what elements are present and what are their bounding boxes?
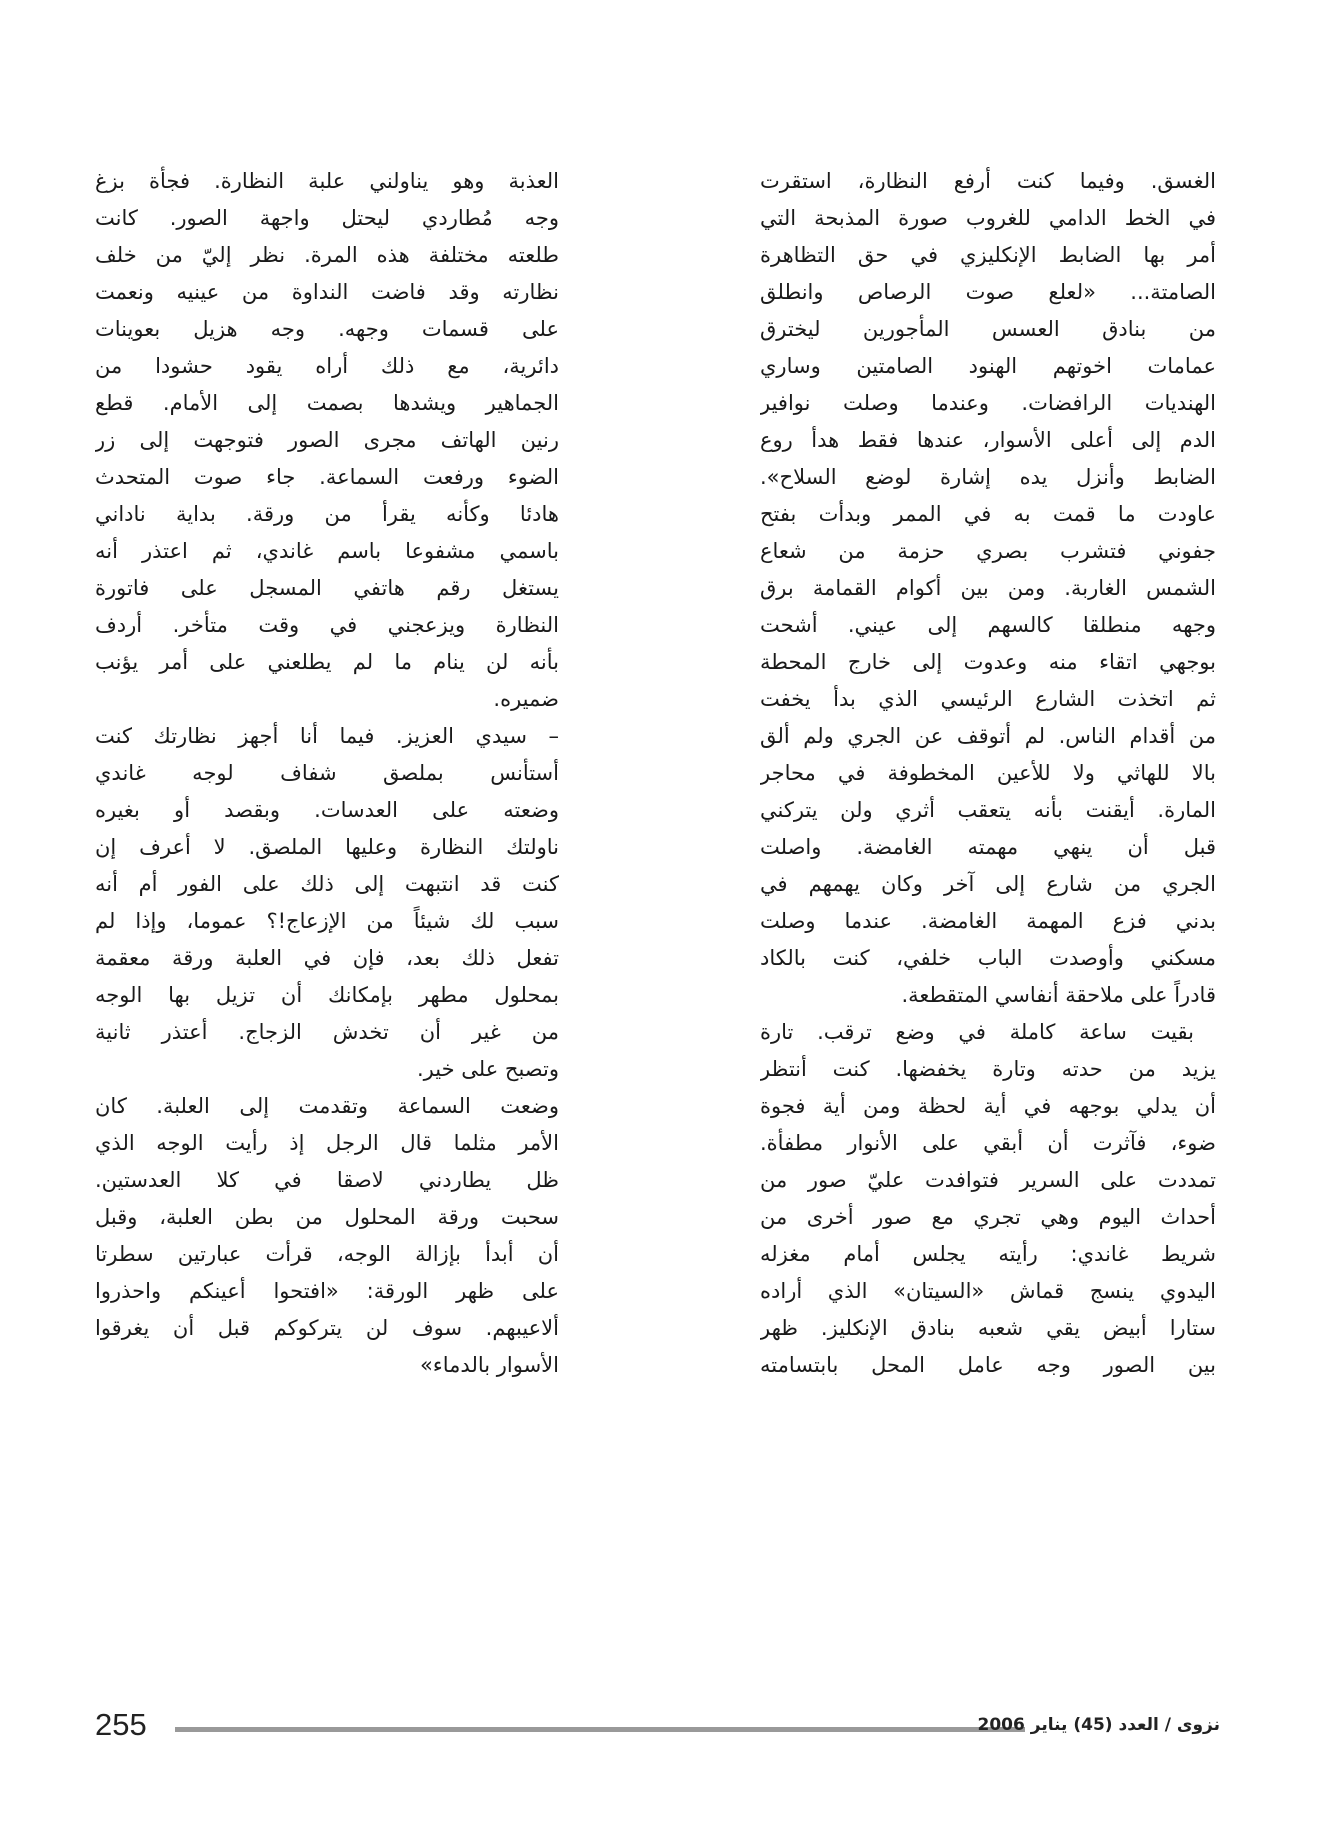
text-line: بين الصور وجه عامل المحل بابتسامته: [760, 1353, 1216, 1377]
footer-divider: [175, 1727, 1025, 1732]
text-line: العذبة وهو يناولني علبة النظارة. فجأة بزغ: [95, 169, 559, 193]
text-line: وضعت السماعة وتقدمت إلى العلبة. كان: [95, 1094, 559, 1118]
text-line: أن أبدأ بإزالة الوجه، قرأت عبارتين سطرتا: [95, 1242, 559, 1266]
text-line: المارة. أيقنت بأنه يتعقب أثري ولن يتركني: [760, 798, 1216, 822]
text-line: ستارا أبيض يقي شعبه بنادق الإنكليز. ظهر: [760, 1316, 1216, 1340]
text-line: ضميره.: [493, 687, 559, 711]
text-line: الأسوار بالدماء»: [420, 1353, 559, 1377]
text-line: جفوني فتشرب بصري حزمة من شعاع: [760, 539, 1216, 563]
text-line: النظارة ويزعجني في وقت متأخر. أردف: [95, 613, 559, 637]
text-line: تفعل ذلك بعد، فإن في العلبة ورقة معقمة: [95, 946, 559, 970]
text-line: من بنادق العسس المأجورين ليخترق: [760, 317, 1216, 341]
text-line: بمحلول مطهر بإمكانك أن تزيل بها الوجه: [95, 983, 559, 1007]
text-line: ثم اتخذت الشارع الرئيسي الذي بدأ يخفت: [760, 687, 1216, 711]
text-line: شريط غاندي: رأيته يجلس أمام مغزله: [760, 1242, 1216, 1266]
text-line: نظارته وقد فاضت النداوة من عينيه ونعمت: [95, 280, 559, 304]
page-number: 255: [95, 1707, 147, 1742]
text-column-right: [760, 163, 1216, 1384]
text-line: دائرية، مع ذلك أراه يقود حشودا من: [95, 354, 559, 378]
text-line: الشمس الغاربة. ومن بين أكوام القمامة برق: [760, 576, 1216, 600]
text-line: الضوء ورفعت السماعة. جاء صوت المتحدث: [95, 465, 559, 489]
text-column-left: [95, 163, 559, 1384]
text-line: الضابط وأنزل يده إشارة لوضع السلاح».: [760, 465, 1216, 489]
text-line: بدني فزع المهمة الغامضة. عندما وصلت: [760, 909, 1216, 933]
text-line: وتصبح على خير.: [416, 1057, 559, 1081]
text-line: سبب لك شيئاً من الإزعاج!؟ عموما، وإذا لم: [95, 909, 559, 933]
text-line: أن يدلي بوجهه في أية لحظة ومن أية فجوة: [760, 1094, 1216, 1118]
text-line: ظل يطاردني لاصقا في كلا العدستين.: [95, 1168, 559, 1192]
text-line: يزيد من حدته وتارة يخفضها. كنت أنتظر: [760, 1057, 1216, 1081]
page-footer: [95, 1705, 1220, 1745]
text-line: رنين الهاتف مجرى الصور فتوجهت إلى زر: [95, 428, 559, 452]
text-line: أمر بها الضابط الإنكليزي في حق التظاهرة: [760, 243, 1216, 267]
text-line: هادئا وكأنه يقرأ من ورقة. بداية ناداني: [95, 502, 559, 526]
text-line: من غير أن تخدش الزجاج. أعتذر ثانية: [95, 1020, 559, 1044]
text-line: الأمر مثلما قال الرجل إذ رأيت الوجه الذي: [95, 1131, 559, 1155]
text-line: قادراً على ملاحقة أنفاسي المتقطعة.: [901, 983, 1216, 1007]
text-line: عاودت ما قمت به في الممر وبدأت بفتح: [760, 502, 1216, 526]
publication-issue-info: نزوى / العدد (45) يناير 2006: [977, 1715, 1220, 1735]
text-line: – سيدي العزيز. فيما أنا أجهز نظارتك كنت: [95, 724, 559, 748]
text-line: بأنه لن ينام ما لم يطلعني على أمر يؤنب: [95, 650, 559, 674]
text-line: على ظهر الورقة: «افتحوا أعينكم واحذروا: [95, 1279, 559, 1303]
text-line: الهنديات الرافضات. وعندما وصلت نوافير: [760, 391, 1216, 415]
text-line: الجماهير ويشدها بصمت إلى الأمام. قطع: [95, 391, 559, 415]
text-line: بوجهي اتقاء منه وعدوت إلى خارج المحطة: [760, 650, 1216, 674]
text-line: عمامات اخوتهم الهنود الصامتين وساري: [760, 354, 1216, 378]
text-line: كنت قد انتبهت إلى ذلك على الفور أم أنه: [95, 872, 559, 896]
text-line: سحبت ورقة المحلول من بطن العلبة، وقبل: [95, 1205, 559, 1229]
text-line: من أقدام الناس. لم أتوقف عن الجري ولم ألق: [760, 724, 1216, 748]
text-line: أستأنس بملصق شفاف لوجه غاندي: [95, 761, 559, 785]
text-line: بقيت ساعة كاملة في وضع ترقب. تارة: [760, 1020, 1194, 1044]
text-line: باسمي مشفوعا باسم غاندي، ثم اعتذر أنه: [95, 539, 559, 563]
text-line: ألاعيبهم. سوف لن يتركوكم قبل أن يغرقوا: [95, 1316, 559, 1340]
text-line: الصامتة... «لعلع صوت الرصاص وانطلق: [760, 280, 1216, 304]
text-line: ناولتك النظارة وعليها الملصق. لا أعرف إن: [95, 835, 559, 859]
text-line: بالا للهاثي ولا للأعين المخطوفة في محاجر: [760, 761, 1216, 785]
text-line: طلعته مختلفة هذه المرة. نظر إليّ من خلف: [95, 243, 559, 267]
text-line: قبل أن ينهي مهمته الغامضة. واصلت: [760, 835, 1216, 859]
text-line: أحداث اليوم وهي تجري مع صور أخرى من: [760, 1205, 1216, 1229]
text-line: وجهه منطلقا كالسهم إلى عيني. أشحت: [760, 613, 1216, 637]
text-line: الجري من شارع إلى آخر وكان يهمهم في: [760, 872, 1216, 896]
text-line: ضوء، فآثرت أن أبقي على الأنوار مطفأة.: [760, 1131, 1216, 1155]
text-line: اليدوي ينسج قماش «السيتان» الذي أراده: [760, 1279, 1216, 1303]
text-line: تمددت على السرير فتوافدت عليّ صور من: [760, 1168, 1216, 1192]
text-line: يستغل رقم هاتفي المسجل على فاتورة: [95, 576, 559, 600]
text-line: في الخط الدامي للغروب صورة المذبحة التي: [760, 206, 1216, 230]
text-line: وجه مُطاردي ليحتل واجهة الصور. كانت: [95, 206, 559, 230]
text-line: مسكني وأوصدت الباب خلفي، كنت بالكاد: [760, 946, 1216, 970]
text-line: وضعته على العدسات. وبقصد أو بغيره: [95, 798, 559, 822]
text-line: على قسمات وجهه. وجه هزيل بعوينات: [95, 317, 559, 341]
text-line: الدم إلى أعلى الأسوار، عندها فقط هدأ روع: [760, 428, 1216, 452]
text-line: الغسق. وفيما كنت أرفع النظارة، استقرت: [760, 169, 1216, 193]
